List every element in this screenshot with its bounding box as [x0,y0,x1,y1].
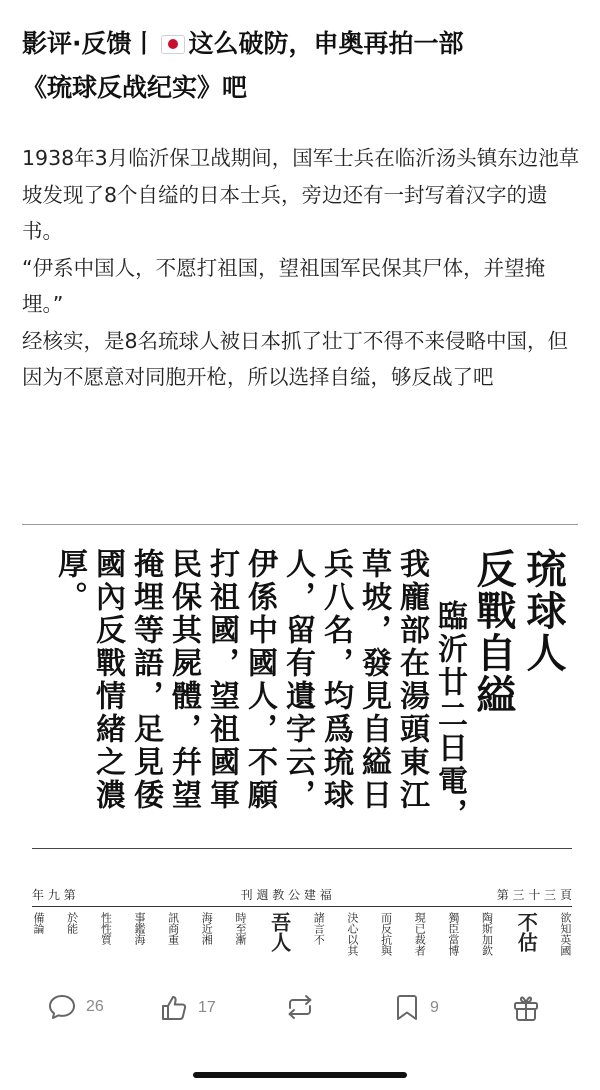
action-bar [0,982,600,1032]
like-count: 17 [198,999,216,1016]
post-title [22,22,582,110]
newspaper-column: 吾人 [267,912,292,952]
newspaper-column: 陶斯加欽 [480,912,494,956]
newspaper-column: 性性質 [99,912,113,945]
newspaper-column: 時至漸 [233,912,247,945]
newspaper-page-image[interactable] [32,848,572,972]
title-line2: 《琉球反战纪实》吧 [22,73,248,102]
comment-icon [48,994,76,1020]
newspaper-columns [32,912,572,972]
home-indicator[interactable] [193,1072,407,1078]
page-rule [32,848,572,849]
masthead-center: 刊 週 教 公 建 福 [240,888,332,902]
clipping-headline: 琉球人 [520,548,567,674]
repost-button[interactable] [284,994,326,1020]
newspaper-column: 諸言不 [312,912,326,945]
clipping-column: 兵八名，均爲琉球 [318,548,353,812]
newspaper-column: 海近湘 [200,912,214,945]
masthead-right: 第 三 十 三 頁 [496,888,572,902]
thumbs-up-icon [160,994,188,1022]
masthead-left: 年 九 第 [32,888,76,902]
newspaper-masthead [32,886,572,903]
clipping-column: 伊係中國人，不願 [242,548,277,812]
title-main: 这么破防，申奥再拍一部 [188,29,464,58]
newspaper-column: 獨臣當博 [446,912,460,956]
paragraph: 1938年3月临沂保卫战期间，国军士兵在临沂汤头镇东边池草坡发现了8个自缢的日本士兵，旁边还有一封写着汉字的遗书。 [22,146,580,243]
title-prefix: 影评·反馈丨 [22,29,157,58]
gift-button[interactable] [512,994,540,1022]
post-body [22,140,584,396]
newspaper-column: 不估 [514,912,539,952]
favorite-button[interactable] [394,994,439,1022]
paragraph: “伊系中国人，不愿打祖国，望祖国军民保其尸体，并望掩埋。” [22,255,546,316]
comment-button[interactable] [48,994,104,1020]
clipping-headline: 反戰自縊 [470,548,517,716]
clipping-columns [48,548,568,831]
clipping-column: 掩埋等語，足見倭 [128,548,163,812]
newspaper-column: 而反抗與 [379,912,393,956]
like-button[interactable] [160,994,216,1022]
clipping-dateline: 臨沂廿二日電， [432,600,467,831]
clipping-column: 我龐部在湯頭東江 [394,548,429,812]
clipping-edge [22,524,578,525]
gift-icon [512,994,540,1022]
comment-count: 26 [86,998,104,1015]
paragraph: 经核实，是8名琉球人被日本抓了壮丁不得不来侵略中国，但因为不愿意对同胞开枪，所以选择自缢，够反战了吧 [22,328,569,389]
clipping-column: 厚。 [52,548,87,614]
newspaper-clipping[interactable] [22,520,578,842]
newspaper-column: 備論 [32,912,45,934]
clipping-column: 民保其屍體，幷望 [166,548,201,812]
clipping-column: 打祖國，望祖國軍 [204,548,239,812]
newspaper-column: 於能 [65,912,79,934]
newspaper-column: 事鑑海 [132,912,146,945]
clipping-column: 國內反戰情緒之濃 [90,548,125,812]
bookmark-icon [394,994,420,1022]
page-rule [32,906,572,907]
clipping-column: 草坡，發見自縊日 [356,548,391,812]
repost-icon [284,994,316,1020]
newspaper-column: 欲知英國 [558,912,572,956]
newspaper-column: 決心以其 [345,912,359,956]
newspaper-column: 現已裁者 [413,912,427,956]
japan-flag-icon [161,35,185,54]
clipping-column: 人，留有遺字云， [280,548,315,812]
newspaper-column: 訊商重 [166,912,180,945]
favorite-count: 9 [430,999,439,1016]
